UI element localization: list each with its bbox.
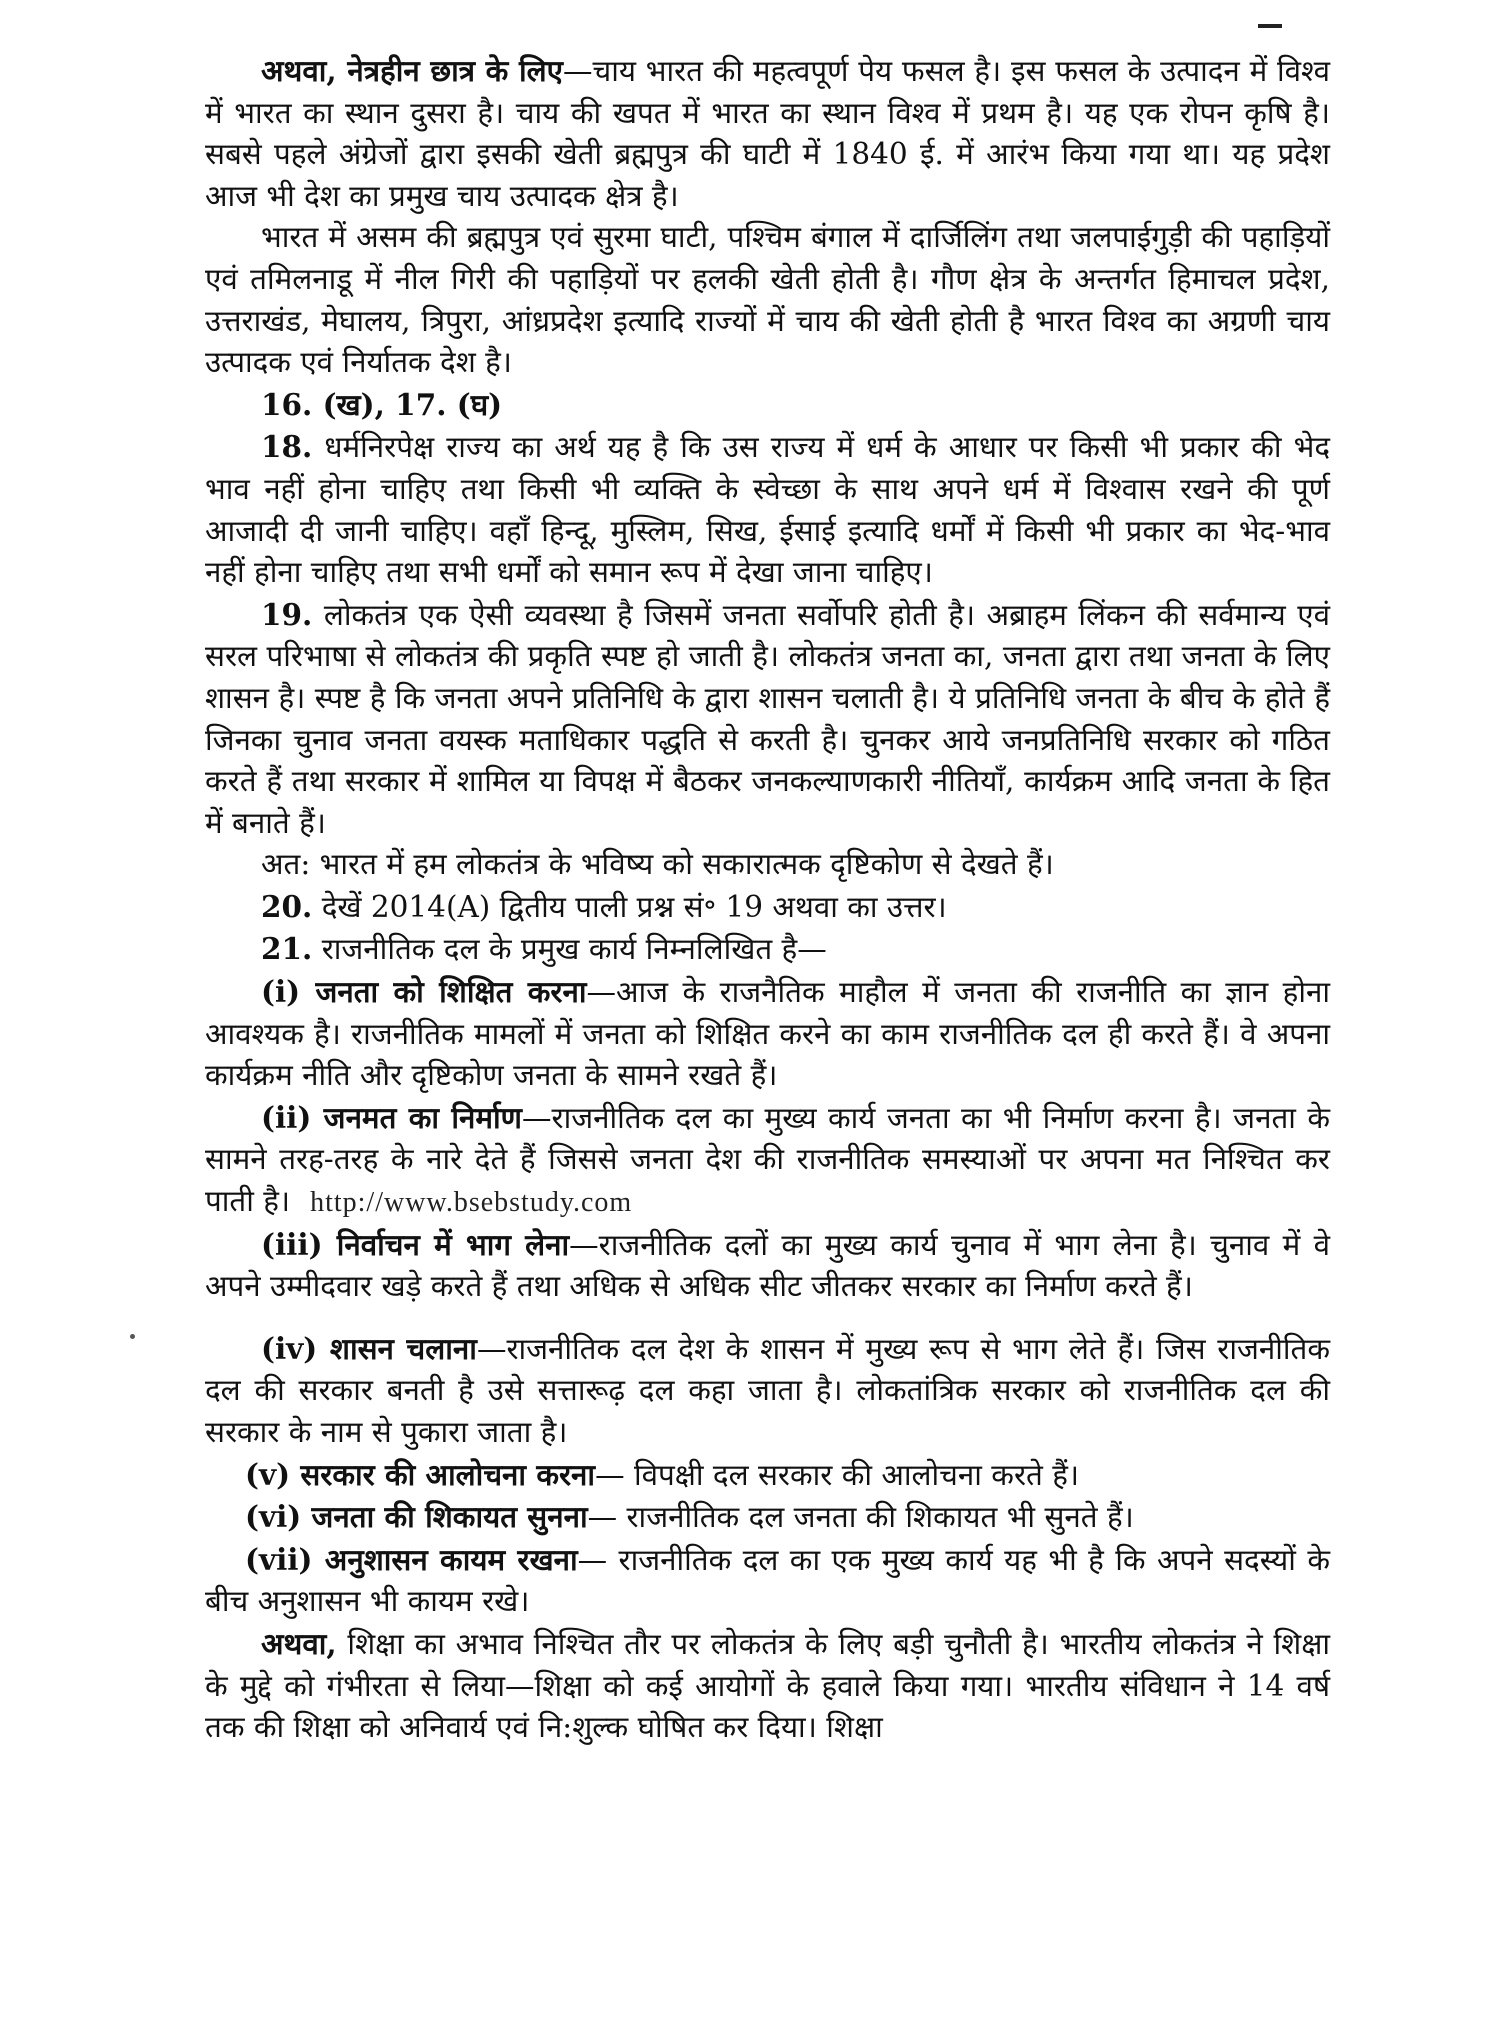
answer-21-item-3 xyxy=(205,1224,1330,1308)
answer-21-item-6 xyxy=(205,1496,1330,1539)
answer-20-text: देखें 2014(A) द्वितीय पाली प्रश्न सं॰ 19 अथवा का उत्तर। xyxy=(312,889,947,924)
item-3-text: —राजनीतिक दलों का मुख्य कार्य चुनाव में भाग लेना है। चुनाव में वे अपने उम्मीदवार खड़े करते हैं तथा अधिक से अधिक सीट जीतकर सरकार का निर्माण करते हैं। xyxy=(205,1227,1330,1304)
answer-19 xyxy=(205,594,1330,845)
item-2-text: —राजनीतिक दल का मुख्य कार्य जनता का भी निर्माण करना है। जनता के सामने तरह-तरह के नारे देते हैं जिससे जनता देश की राजनीतिक समस्याओं पर अपना मत निश्चित कर पाती है। xyxy=(205,1100,1331,1219)
athva-paragraph xyxy=(205,1623,1330,1749)
answer-18 xyxy=(205,426,1330,593)
page-content xyxy=(205,50,1330,1749)
item-5-head: (v) सरकार की आलोचना करना xyxy=(245,1456,596,1492)
answer-20 xyxy=(205,886,1330,929)
answer-19-conclusion: अत: भारत में हम लोकतंत्र के भविष्य को सकारात्मक दृष्टिकोण से देखते हैं। xyxy=(261,847,1054,882)
item-1-head: (i) जनता को शिक्षित करना xyxy=(261,974,587,1010)
item-5-text: — विपक्षी दल सरकार की आलोचना करते हैं। xyxy=(595,1457,1080,1492)
athva-lead: अथवा, xyxy=(261,1625,337,1661)
answer-21-item-7 xyxy=(205,1539,1330,1623)
tea-paragraph-2: भारत में असम की ब्रह्मपुत्र एवं सुरमा घाटी, पश्चिम बंगाल में दार्जिलिंग तथा जलपाईगुड़ी की पहाड़ियों एवं तमिलनाडू में नील गिरी की पहाड़ियों पर हलकी खेती होती है। गौण क्षेत्र के अन्तर्गत हिमाचल प्रदेश, उत्तराखंड, मेघालय, त्रिपुरा, आंध्रप्रदेश इत्यादि राज्यों में चाय की खेती होती है भारत विश्व का अग्रणी चाय उत्पादक एवं निर्यातक देश है। xyxy=(205,220,1330,380)
item-2-head: (ii) जनमत का निर्माण xyxy=(261,1099,523,1135)
item-4-head: (iv) शासन चलाना xyxy=(261,1330,477,1366)
watermark-url: http://www.bsebstudy.com xyxy=(310,1187,633,1219)
item-6-text: — राजनीतिक दल जनता की शिकायत भी सुनते हैं। xyxy=(587,1500,1134,1535)
answer-16-17-text: 16. (ख), 17. (घ) xyxy=(261,386,503,422)
answer-19-text: लोकतंत्र एक ऐसी व्यवस्था है जिसमें जनता सर्वोपरि होती है। अब्राहम लिंकन की सर्वमान्य एवं सरल परिभाषा से लोकतंत्र की प्रकृति स्पष्ट हो जाती है। लोकतंत्र जनता का, जनता द्वारा तथा जनता के लिए शासन है। स्पष्ट है कि जनता अपने प्रतिनिधि के द्वारा शासन चलाती है। ये प्रतिनिधि जनता के बीच के होते हैं जिनका चुनाव जनता वयस्क मताधिकार पद्धति से करती है। चुनकर आये जनप्रतिनिधि सरकार को गठित करते हैं तथा सरकार में शामिल या विपक्ष में बैठकर जनकल्याणकारी नीतियाँ, कार्यक्रम आदि जनता के हित में बनाते हैं। xyxy=(205,597,1330,840)
answer-21-item-5 xyxy=(205,1454,1330,1497)
athva-text: शिक्षा का अभाव निश्चित तौर पर लोकतंत्र के लिए बड़ी चुनौती है। भारतीय लोकतंत्र ने शिक्षा के मुद्दे को गंभीरता से लिया—शिक्षा को कई आयोगों के हवाले किया गया। भारतीय संविधान ने 14 वर्ष तक की शिक्षा को अनिवार्य एवं नि:शुल्क घोषित कर दिया। शिक्षा xyxy=(205,1626,1330,1745)
answer-21-intro xyxy=(205,928,1330,971)
spacer xyxy=(205,1308,1330,1328)
answer-21-intro-text: राजनीतिक दल के प्रमुख कार्य निम्नलिखित है— xyxy=(312,932,827,967)
answer-21-number: 21. xyxy=(261,931,313,967)
item-7-head: (vii) अनुशासन कायम रखना xyxy=(245,1541,578,1577)
answer-21-item-1 xyxy=(205,971,1330,1097)
tea-text-1: —चाय भारत की महत्वपूर्ण पेय फसल है। इस फसल के उत्पादन में विश्व में भारत का स्थान दुसरा है। चाय की खपत में भारत का स्थान विश्व में प्रथम है। यह एक रोपन कृषि है। सबसे पहले अंग्रेजों द्वारा इसकी खेती ब्रह्मपुत्र की घाटी में 1840 ई. में आरंभ किया गया था। यह प्रदेश आज भी देश का प्रमुख चाय उत्पादक क्षेत्र है। xyxy=(205,54,1330,213)
answer-21-item-2 xyxy=(205,1097,1330,1224)
item-7-text: — राजनीतिक दल का एक मुख्य कार्य यह भी है कि अपने सदस्यों के बीच अनुशासन भी कायम रखे। xyxy=(205,1542,1330,1619)
answer-18-text: धर्मनिरपेक्ष राज्य का अर्थ यह है कि उस राज्य में धर्म के आधार पर किसी भी प्रकार की भेद भाव नहीं होना चाहिए तथा किसी भी व्यक्ति के स्वेच्छा के साथ अपने धर्म में विश्वास रखने की पूर्ण आजादी दी जानी चाहिए। वहाँ हिन्दू, मुस्लिम, सिख, ईसाई इत्यादि धर्मों में किसी भी प्रकार का भेद-भाव नहीं होना चाहिए तथा सभी धर्मों को समान रूप में देखा जाना चाहिए। xyxy=(205,430,1330,590)
tea-lead: अथवा, नेत्रहीन छात्र के लिए xyxy=(261,53,563,88)
item-6-head: (vi) जनता की शिकायत सुनना xyxy=(245,1499,588,1535)
margin-dot xyxy=(130,1334,135,1339)
item-4-text: —राजनीतिक दल देश के शासन में मुख्य रूप से भाग लेते हैं। जिस राजनीतिक दल की सरकार बनती है उसे सत्तारूढ़ दल कहा जाता है। लोकतांत्रिक सरकार को राजनीतिक दल की सरकार के नाम से पुकारा जाता है। xyxy=(205,1331,1330,1449)
answer-16-17 xyxy=(205,384,1330,427)
answer-19-number: 19. xyxy=(261,596,313,632)
answer-20-number: 20. xyxy=(261,888,313,924)
answer-21-item-4 xyxy=(205,1328,1330,1454)
tea-paragraph-1 xyxy=(205,50,1330,217)
item-3-head: (iii) निर्वाचन में भाग लेना xyxy=(261,1226,570,1262)
item-1-text: —आज के राजनैतिक माहौल में जनता की राजनीति का ज्ञान होना आवश्यक है। राजनीतिक मामलों में जनता को शिक्षित करने का काम राजनीतिक दल ही करते हैं। वे अपना कार्यक्रम नीति और दृष्टिकोण जनता के सामने रखते हैं। xyxy=(205,975,1330,1093)
answer-18-number: 18. xyxy=(261,429,313,465)
top-mark xyxy=(1258,24,1282,28)
